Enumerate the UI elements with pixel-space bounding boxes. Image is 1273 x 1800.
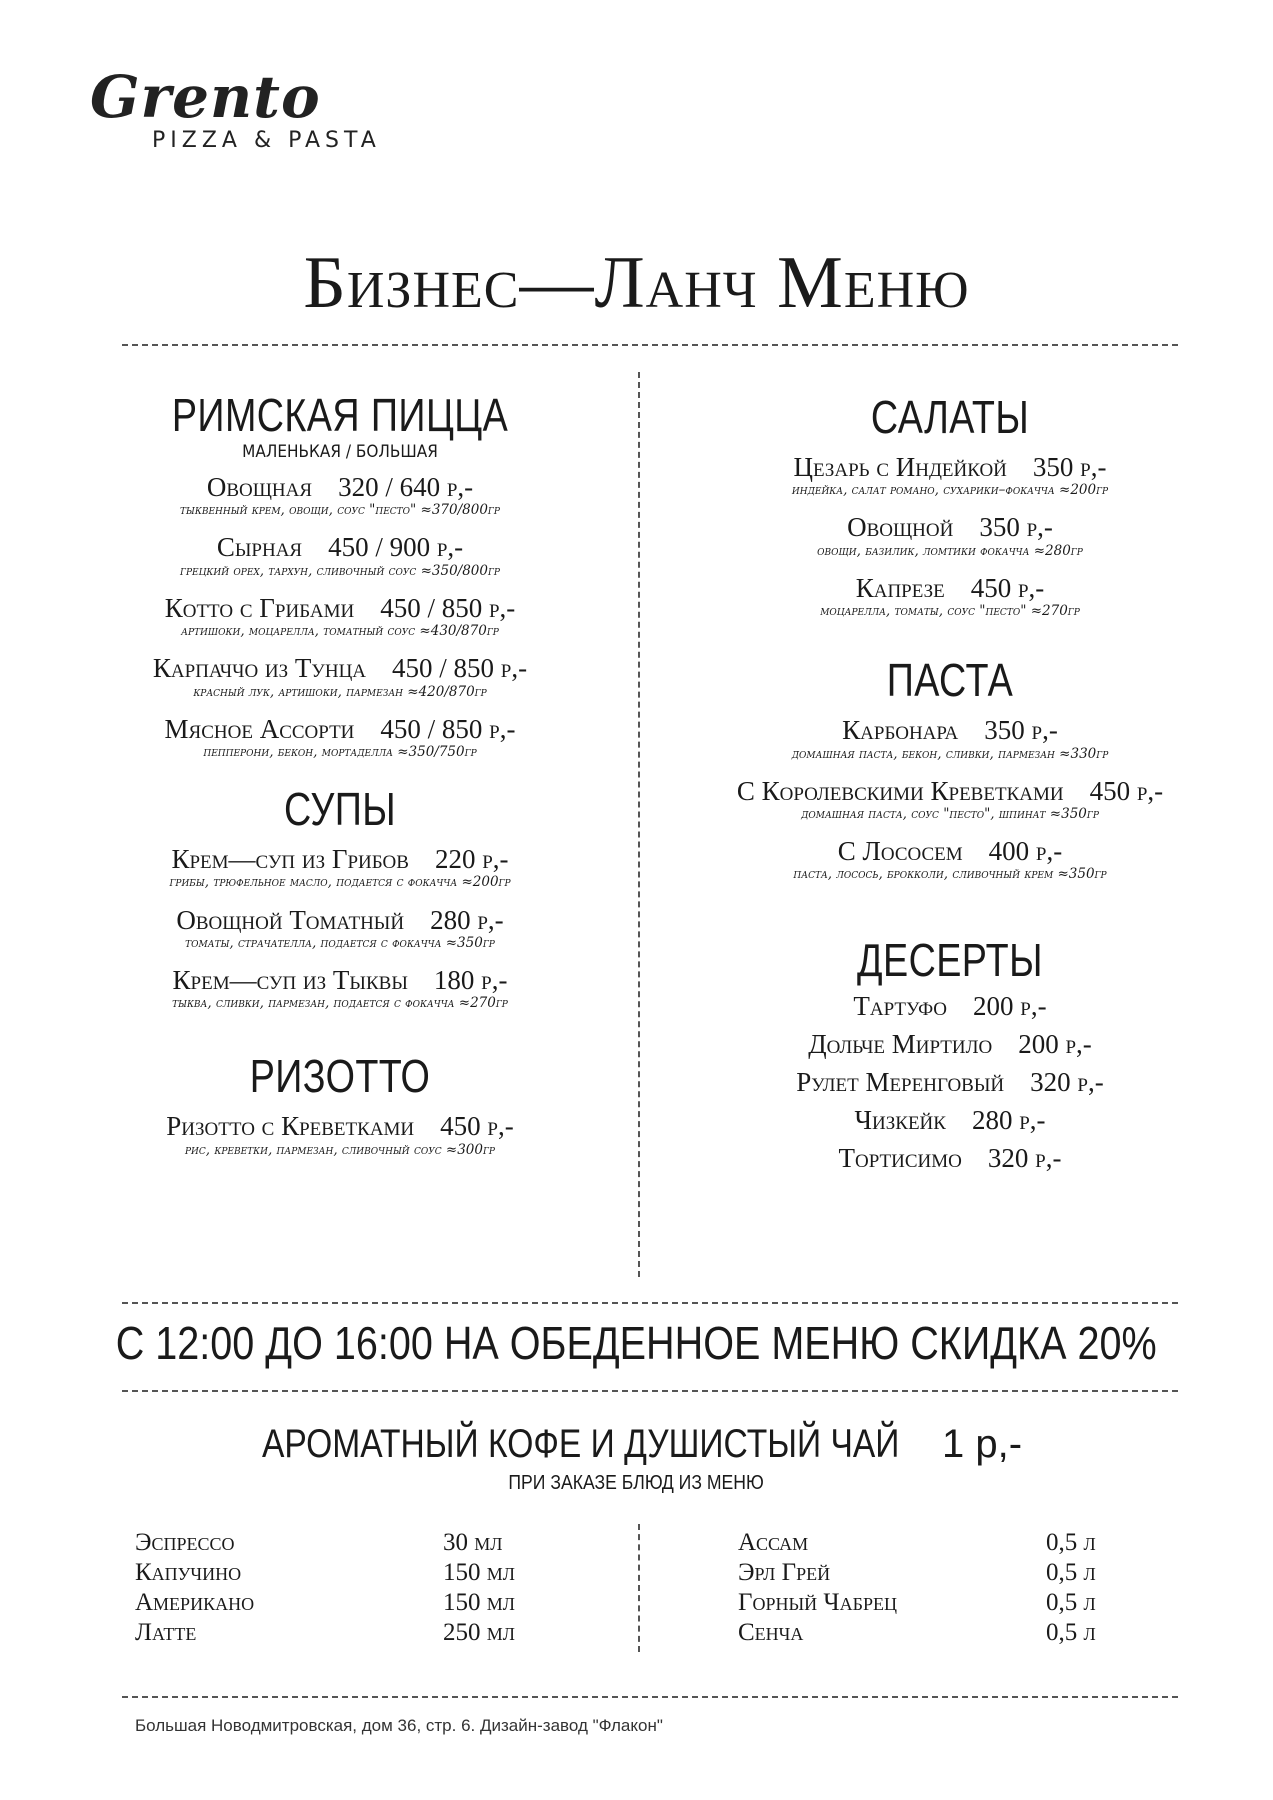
section-title: ПАСТА: [886, 654, 1014, 707]
menu-item: [660, 776, 1240, 822]
brand-tagline: PIZZA & PASTA: [152, 128, 381, 153]
item-description: грецкий орех, тархун, сливочный соус ≈350/800гр: [180, 562, 500, 579]
item-description: индейка, салат романо, сухарики–фокачча ≈200гр: [791, 482, 1109, 499]
drink-name: Эспрессо: [135, 1529, 235, 1556]
coffee-list: [135, 1528, 555, 1648]
divider: [122, 1390, 1178, 1392]
item-name: Ризотто с Креветками: [166, 1111, 415, 1142]
item-description: паста, лосось, брокколи, сливочный крем ≈350гр: [793, 866, 1107, 883]
item-price: 450 р,-: [1089, 775, 1164, 806]
menu-item: [60, 714, 620, 760]
tea-list: [738, 1528, 1158, 1648]
menu-item: [60, 965, 620, 1011]
item-price: 350 р,-: [1032, 452, 1107, 482]
drink-volume: 30 мл: [443, 1529, 503, 1556]
item-name: Овощной: [847, 512, 954, 543]
drink-item: [135, 1618, 555, 1648]
item-name: Капрезе: [855, 572, 945, 603]
item-price: 200 р,-: [1018, 1028, 1092, 1059]
section-title: САЛАТЫ: [870, 391, 1030, 443]
dessert-item: [660, 1063, 1240, 1101]
menu-item: [660, 836, 1240, 882]
menu-item: [60, 593, 620, 639]
drink-volume: 0,5 л: [1046, 1559, 1096, 1586]
item-name: Дольче Миртило: [808, 1028, 993, 1059]
pizza-section: [60, 389, 620, 760]
item-price: 450 / 850 р,-: [392, 653, 528, 684]
drink-name: Латте: [135, 1619, 197, 1646]
item-price: 350 р,-: [984, 715, 1058, 746]
divider: [122, 344, 1178, 346]
drink-item: [135, 1558, 555, 1588]
dessert-item: [660, 1025, 1240, 1063]
drink-volume: 0,5 л: [1046, 1529, 1096, 1556]
item-name: Сырная: [216, 532, 303, 563]
item-price: 200 р,-: [973, 990, 1047, 1021]
risotto-section: [60, 1050, 620, 1158]
drink-name: Ассам: [738, 1529, 809, 1556]
item-price: 180 р,-: [433, 964, 508, 995]
item-price: 450 / 850 р,-: [380, 713, 516, 744]
item-price: 450 / 850 р,-: [380, 592, 516, 623]
item-description: красный лук, артишоки, пармезан ≈420/870гр: [193, 683, 487, 700]
menu-item: [660, 573, 1240, 619]
item-name: Крем—суп из Тыквы: [172, 964, 408, 995]
item-name: Мясное Ассорти: [164, 713, 355, 744]
drink-name: Горный Чабрец: [738, 1589, 897, 1616]
drinks-column-divider: [638, 1524, 640, 1652]
item-price: 320 р,-: [987, 1142, 1062, 1173]
dessert-item: [660, 1101, 1240, 1139]
menu-item: [660, 452, 1240, 498]
section-title: ДЕСЕРТЫ: [857, 933, 1043, 986]
drink-volume: 0,5 л: [1046, 1589, 1096, 1616]
promo-text: С 12:00 ДО 16:00 НА ОБЕДЕННОЕ МЕНЮ СКИДКА 20%: [116, 1317, 1157, 1369]
drink-item: [135, 1528, 555, 1558]
drink-item: [738, 1558, 1158, 1588]
divider: [122, 1696, 1178, 1698]
drinks-title: АРОМАТНЫЙ КОФЕ И ДУШИСТЫЙ ЧАЙ: [262, 1422, 900, 1466]
item-description: овощи, базилик, ломтики фокачча ≈280гр: [817, 542, 1083, 559]
dessert-item: [660, 1139, 1240, 1177]
item-name: Рулет Меренговый: [796, 1066, 1005, 1097]
brand-logo: [90, 63, 381, 153]
item-price: 320 / 640 р,-: [338, 472, 474, 502]
drink-volume: 250 мл: [443, 1619, 515, 1646]
drinks-price: 1 р,-: [942, 1422, 1023, 1466]
drink-name: Американо: [135, 1589, 255, 1616]
item-price: 450 р,-: [440, 1111, 514, 1142]
item-description: домашная паста, бекон, сливки, пармезан ≈330гр: [791, 745, 1109, 762]
footer-address: Большая Новодмитровская, дом 36, стр. 6. Дизайн-завод "Флакон": [135, 1716, 663, 1735]
section-subtitle: МАЛЕНЬКАЯ / БОЛЬШАЯ: [242, 442, 438, 462]
item-name: Овощная: [206, 472, 313, 502]
promo-banner: [0, 1317, 1273, 1369]
item-description: томаты, страчателла, подается с фокачча ≈350гр: [185, 934, 495, 951]
item-name: Карбонара: [842, 715, 959, 746]
item-name: С Королевскими Креветками: [736, 775, 1064, 806]
menu-item: [660, 715, 1240, 761]
item-name: Тартуфо: [853, 990, 948, 1021]
item-price: 280 р,-: [430, 904, 504, 935]
left-column: [60, 389, 620, 1172]
item-price: 280 р,-: [971, 1104, 1046, 1135]
item-description: моцарелла, томаты, соус "песто" ≈270гр: [820, 603, 1080, 620]
item-price: 450 / 900 р,-: [328, 532, 464, 563]
drink-item: [738, 1618, 1158, 1648]
section-title: СУПЫ: [283, 783, 397, 836]
pasta-section: [660, 654, 1240, 883]
item-name: Цезарь с Индейкой: [793, 452, 1007, 482]
item-price: 350 р,-: [979, 512, 1053, 543]
dessert-item: [660, 987, 1240, 1025]
item-name: Котто с Грибами: [164, 592, 355, 623]
item-name: С Лососем: [837, 836, 963, 867]
menu-item: [60, 1111, 620, 1157]
soups-section: [60, 783, 620, 1012]
section-title: РИЗОТТО: [249, 1050, 431, 1103]
item-price: 320 р,-: [1030, 1066, 1104, 1097]
section-title: РИМСКАЯ ПИЦЦА: [171, 389, 509, 441]
drink-item: [738, 1588, 1158, 1618]
item-name: Тортисимо: [838, 1142, 962, 1173]
drink-name: Эрл Грей: [738, 1559, 831, 1586]
menu-item: [60, 653, 620, 699]
divider: [122, 1302, 1178, 1304]
drink-name: Капучино: [135, 1559, 242, 1586]
item-name: Чизкейк: [854, 1104, 946, 1135]
item-name: Овощной Томатный: [176, 904, 405, 935]
column-divider: [638, 372, 640, 1277]
menu-item: [60, 532, 620, 578]
drink-volume: 150 мл: [443, 1559, 515, 1586]
menu-item: [60, 844, 620, 890]
item-description: домашная паста, соус "песто", шпинат ≈350гр: [801, 805, 1099, 822]
drink-name: Сенча: [738, 1619, 804, 1646]
salads-section: [660, 391, 1240, 620]
right-column: [660, 391, 1240, 1177]
item-description: тыква, сливки, пармезан, подается с фокачча ≈270гр: [172, 995, 508, 1012]
drink-volume: 0,5 л: [1046, 1619, 1096, 1646]
desserts-section: [660, 933, 1240, 1177]
menu-item: [60, 905, 620, 951]
item-name: Карпаччо из Тунца: [152, 653, 367, 684]
item-name: Крем—суп из Грибов: [171, 844, 409, 875]
page-title: Бизнес—Ланч Меню: [303, 242, 970, 324]
drinks-subtitle: [0, 1472, 1273, 1495]
item-description: артишоки, моцарелла, томатный соус ≈430/870гр: [181, 623, 499, 640]
drink-item: [135, 1588, 555, 1618]
item-price: 400 р,-: [988, 836, 1063, 867]
drinks-subtitle-text: ПРИ ЗАКАЗЕ БЛЮД ИЗ МЕНЮ: [508, 1472, 765, 1494]
item-description: грибы, трюфельное масло, подается с фокачча ≈200гр: [169, 874, 511, 891]
menu-item: [60, 472, 620, 518]
drink-volume: 150 мл: [443, 1589, 515, 1616]
drink-item: [738, 1528, 1158, 1558]
item-description: пепперони, бекон, мортаделла ≈350/750гр: [203, 743, 477, 760]
item-description: рис, креветки, пармезан, сливочный соус ≈300гр: [185, 1141, 495, 1158]
item-description: тыквенный крем, овощи, соус "песто" ≈370/800гр: [180, 502, 500, 519]
brand-name: Grento: [90, 63, 321, 131]
item-price: 220 р,-: [434, 844, 509, 875]
item-price: 450 р,-: [970, 572, 1045, 603]
menu-item: [660, 512, 1240, 558]
